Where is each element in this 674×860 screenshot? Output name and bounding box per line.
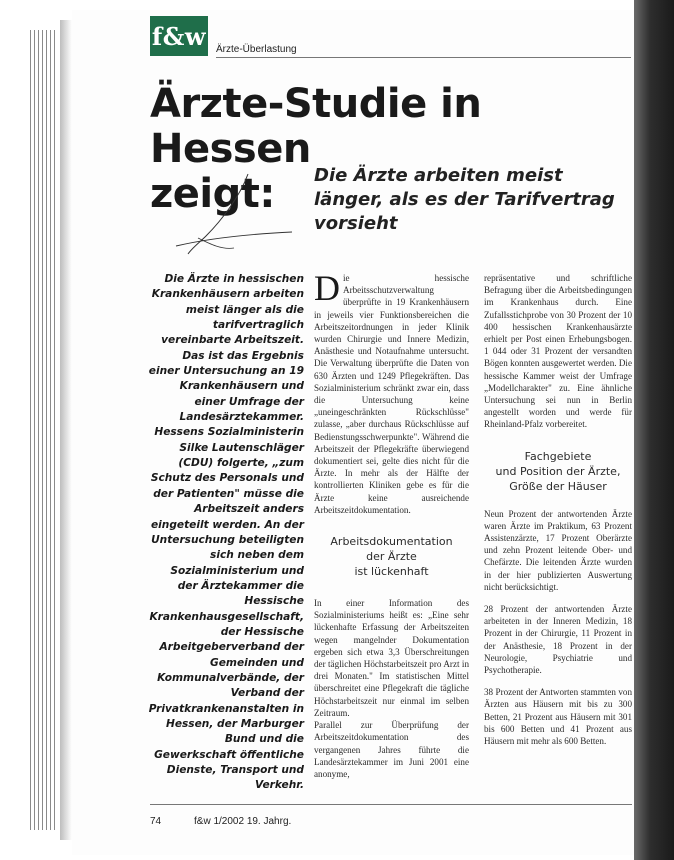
article-subtitle: Die Ärzte arbeiten meist länger, als es der Tarifvertrag vorsieht (314, 165, 615, 234)
subheading-arbeitsdokumentation (314, 534, 469, 579)
subheading-line: Arbeitsdokumentation (330, 535, 453, 549)
page-number: 74 (150, 816, 162, 827)
title-line-2: zeigt: (150, 171, 275, 217)
gutter-shadow (60, 20, 72, 840)
handwritten-mark-icon (170, 168, 300, 268)
issue-info: f&w 1/2002 19. Jahrg. (194, 816, 292, 827)
text-column-2 (484, 272, 632, 747)
lead-paragraph: Die Ärzte in hessischen Krankenhäusern arbeiten meist länger als die tarifvertraglich vereinbarte Arbeitszeit. Das ist das Ergebnis einer Untersuchung an 19 Krankenhäusern und einer Umfrage der Landesärztekammer. Hessens Sozialministerin Silke Lautenschläger (CDU) folgerte, „zum Schutz des Personals und der Patienten" müsse die Arbeitszeit anders eingeteilt werden. An der Untersuchung beteiligten sich neben dem Sozialministerium und der Ärztekammer die Hessische Krankenhausgesellschaft, der Hessische Arbeitgeberverband der Gemeinden und Kommunalverbände, der Verband der Privatkrankenanstalten in Hessen, der Marburger Bund und die Gewerkschaft öffentliche Dienste, Transport und Verkehr. (148, 273, 304, 792)
subheading-line: ist lückenhaft (354, 565, 429, 579)
section-rubric: Ärzte-Überlastung (216, 44, 297, 55)
col2-paragraph-4: 38 Prozent der Antworten stammten von Ärzten aus Häusern mit bis zu 300 Betten, 21 Prozent aus Häusern mit 301 bis 600 Betten und 41 Prozent aus Häusern mit mehr als 600 Betten. (484, 687, 632, 747)
subheading-line: Größe der Häuser (509, 479, 607, 493)
header-rule (216, 57, 631, 58)
col1-paragraph-2: In einer Information des Sozialministeriums heißt es: „Eine sehr lückenhafte Erfassung der Arbeitszeiten wegen mangelnder Dokumentation ergeben sich etwa 3,3 Überschreitungen der täglichen Höchstarbeitszeit pro Arzt in drei Monaten." Im statistischen Mittel überschreitet eine Pflegekraft die tägliche Höchstarbeitszeit nur einmal im selben Zeitraum. (314, 598, 469, 718)
col1-paragraph-1 (314, 268, 469, 516)
col2-paragraph-1: repräsentative und schriftliche Befragung über die Arbeitsbedingungen im Krankenhaus durch. Eine Zufallsstichprobe von 30 Prozent der 10 400 hessischen Krankenhausärzte erhielt per Post einen Erhebungsbogen. 1 044 oder 31 Prozent der versandten Bögen konnten ausgewertet werden. Die hessische Kammer weist der Umfrage „Modellcharakter" zu. Eine ähnliche Untersuchung sei nun in Berlin angestellt worden und werde für Rheinland-Pfalz vorbereitet. (484, 273, 632, 430)
col1-paragraph-1-text: ie hessische Arbeitsschutzverwaltung überprüfte in 19 Krankenhäusern in jeweils vier Funktionsbereichen die Arbeitszeitordnungen in jeder Klinik wurden Chirurgie und Innere Medizin, Anästhesie und Notaufnahme untersucht. Die Verwaltung überprüfte die Daten von 630 Ärzten und 1249 Pflegekräften. Das Sozialministerium schränkt zwar ein, dass die Untersuchung keine „uneingeschränkten Rückschlüsse" zulasse, „aber durchaus Rückschlüsse auf Bedienstungsschwerpunkte". Während die Arbeitszeit der Pflegekräfte überwiegend dokumentiert sei, gelte dies nicht für die Ärzte. In mehr als der Hälfte der kontrollierten Kliniken gebe es für die Ärzte keine ausreichende Arbeitszeitdokumentation. (314, 273, 469, 515)
subheading-line: der Ärzte (366, 550, 417, 564)
book-spine-right (634, 0, 674, 860)
subheading-fachgebiete (484, 449, 632, 494)
title-line-1: Ärzte-Studie in Hessen (150, 81, 482, 172)
footer-rule (150, 804, 632, 805)
page-footer (150, 816, 291, 827)
subheading-line: und Position der Ärzte, (495, 464, 621, 478)
col2-paragraph-3: 28 Prozent der antwortenden Ärzte arbeiteten in der Inneren Medizin, 18 Prozent in der Chirurgie, 11 Prozent in der Anästhesie, 18 Prozent in der Neurologie, Psychiatrie und Psychotherapie. (484, 604, 632, 676)
subheading-line: Fachgebiete (524, 449, 592, 463)
journal-logo: f&w (150, 16, 208, 56)
col2-paragraph-2: Neun Prozent der antwortenden Ärzte waren Ärzte im Praktikum, 63 Prozent Assistenzärzte, 17 Prozent Oberärzte und zehn Prozent leitende Ober- und Chefärzte. Die leitenden Ärzte wurden in der hier publizierten Auswertung nicht berücksichtigt. (484, 508, 632, 592)
drop-cap: D (314, 268, 340, 308)
text-column-1 (314, 268, 469, 780)
col1-paragraph-3: Parallel zur Überprüfung der Arbeitszeitdokumentation des vergangenen Jahres führte die Landesärztekammer im Juni 2001 eine anonyme, (314, 720, 469, 779)
book-page-edges-left (0, 0, 60, 860)
